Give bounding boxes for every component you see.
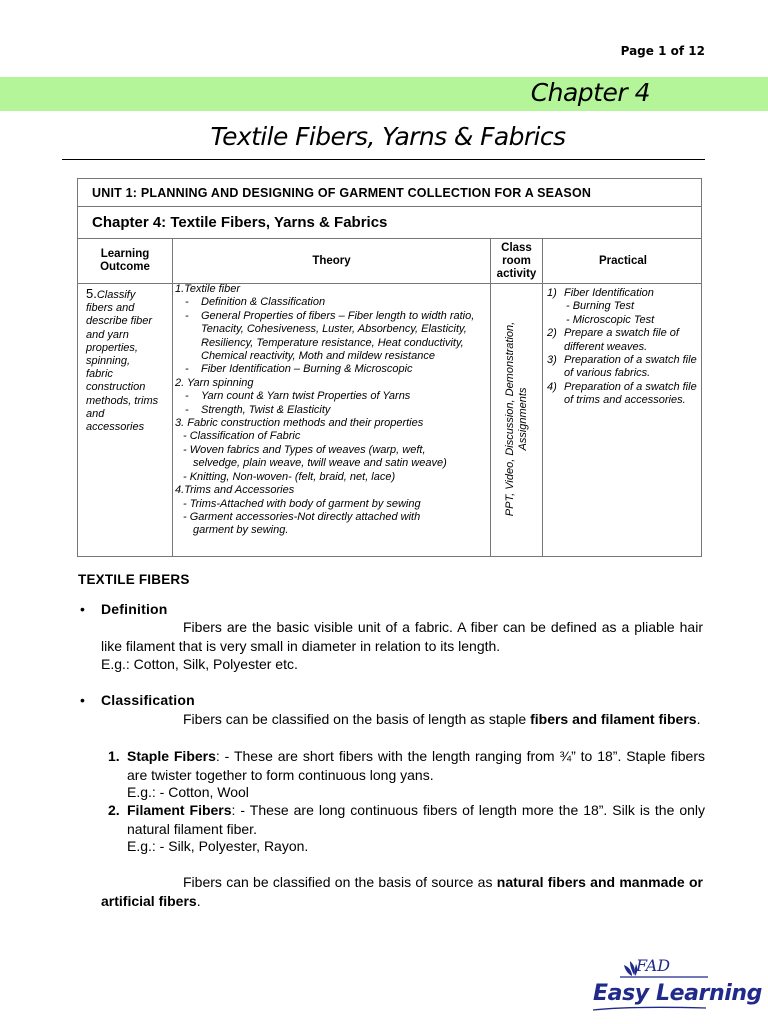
- theory-section-title: 4.Trims and Accessories: [175, 484, 295, 497]
- list-number: 1.: [108, 748, 120, 764]
- classification-heading: Classification: [101, 692, 195, 708]
- classroom-activity-cell: PPT, Video, Discussion, Demonstration, Assignments: [503, 321, 529, 517]
- header-classroom-activity: Class room activity: [496, 241, 537, 280]
- filament-fibers-item: Filament Fibers: - These are long continuous fibers of length more the 18”. Silk is the only natural filament fiber.: [127, 802, 705, 837]
- classification-text: Fibers can be classified on the basis of length as staple fibers and filament fibers.: [183, 711, 701, 727]
- theory-item: - Fiber Identification – Burning & Microscopic: [185, 363, 413, 376]
- syllabus-table: [77, 178, 702, 557]
- theory-section-title: 2. Yarn spinning: [175, 376, 254, 389]
- header-theory: Theory: [312, 254, 351, 267]
- theory-item: - Trims-Attached with body of garment by sewing: [183, 497, 421, 510]
- title-divider: [62, 159, 705, 160]
- theory-item: - Classification of Fabric: [183, 430, 301, 443]
- bullet-icon: •: [80, 601, 85, 617]
- theory-item: - General Properties of fibers – Fiber length to width ratio, Tenacity, Cohesiveness, Luster, Absorbency, Elasticity, Resiliency, Temperature resistance, Heat conductivity, Chemical reactivity, Moth and mildew resistance: [185, 309, 475, 363]
- theory-item: - Definition & Classification: [185, 296, 326, 309]
- header-learning-outcome: Learning Outcome: [100, 248, 150, 273]
- theory-item: - Yarn count & Yarn twist Properties of Yarns: [185, 390, 411, 403]
- chapter-label: Chapter 4: [530, 78, 650, 107]
- practical-item: 4) Preparation of a swatch file of trims and accessories.: [547, 380, 697, 407]
- chapter-title: Chapter 4: Textile Fibers, Yarns & Fabrics: [78, 207, 701, 239]
- practical-subitem: - Microscopic Test: [566, 313, 655, 326]
- practical-item: 3) Preparation of a swatch file of various fabrics.: [547, 354, 697, 380]
- theory-item: - Knitting, Non-woven- (felt, braid, net, lace): [183, 470, 396, 483]
- theory-item: garment by sewing.: [193, 524, 289, 537]
- list-number: 2.: [108, 802, 120, 818]
- theory-item: - Garment accessories-Not directly attached with: [183, 510, 421, 523]
- practical-subitem: - Burning Test: [566, 300, 635, 313]
- staple-example: E.g.: - Cotton, Wool: [127, 784, 249, 800]
- theory-section-title: 3. Fabric construction methods and their properties: [175, 417, 424, 430]
- logo-tagline: Easy Learning: [593, 981, 763, 1006]
- page-title: Textile Fibers, Yarns & Fabrics: [210, 122, 566, 151]
- practical-item: 1) Fiber Identification: [547, 287, 654, 299]
- column-divider: [542, 239, 543, 556]
- learning-outcome-cell: 5.Classify fibers and describe fiber and yarn properties, spinning, fabric construction methods, trims and accessories: [86, 286, 159, 434]
- filament-example: E.g.: - Silk, Polyester, Rayon.: [127, 838, 309, 854]
- unit-title: UNIT 1: PLANNING AND DESIGNING OF GARMENT COLLECTION FOR A SEASON: [78, 179, 701, 207]
- bullet-icon: •: [80, 692, 85, 708]
- logo-mark: FAD: [636, 956, 671, 975]
- header-practical: Practical: [599, 254, 647, 267]
- definition-heading: Definition: [101, 601, 168, 617]
- theory-section-title: 1.Textile fiber: [175, 283, 241, 295]
- outcome-number: 5.: [86, 286, 97, 301]
- theory-cell: [173, 283, 489, 538]
- chapter-band: [0, 77, 768, 111]
- source-classification-text: Fibers can be classified on the basis of source as natural fibers and manmade or artificial fibers.: [101, 874, 704, 909]
- theory-item: - Strength, Twist & Elasticity: [185, 403, 331, 416]
- staple-fibers-item: Staple Fibers: - These are short fibers with the length ranging from ¾” to 18”. Staple fibers are twister together to form continuous long yans.: [127, 748, 706, 783]
- theory-item: selvedge, plain weave, twill weave and satin weave): [193, 457, 447, 470]
- page-number: Page 1 of 12: [620, 44, 705, 58]
- definition-text: Fibers are the basic visible unit of a fabric. A fiber can be defined as a pliable hair like filament that is very small in diameter in relation to its length.: [101, 619, 703, 654]
- practical-cell: [544, 287, 702, 408]
- theory-item: - Woven fabrics and Types of weaves (warp, weft,: [183, 443, 426, 456]
- practical-item: 2) Prepare a swatch file of different weaves.: [547, 327, 679, 353]
- section-heading: TEXTILE FIBERS: [78, 572, 190, 587]
- definition-example: E.g.: Cotton, Silk, Polyester etc.: [101, 656, 298, 672]
